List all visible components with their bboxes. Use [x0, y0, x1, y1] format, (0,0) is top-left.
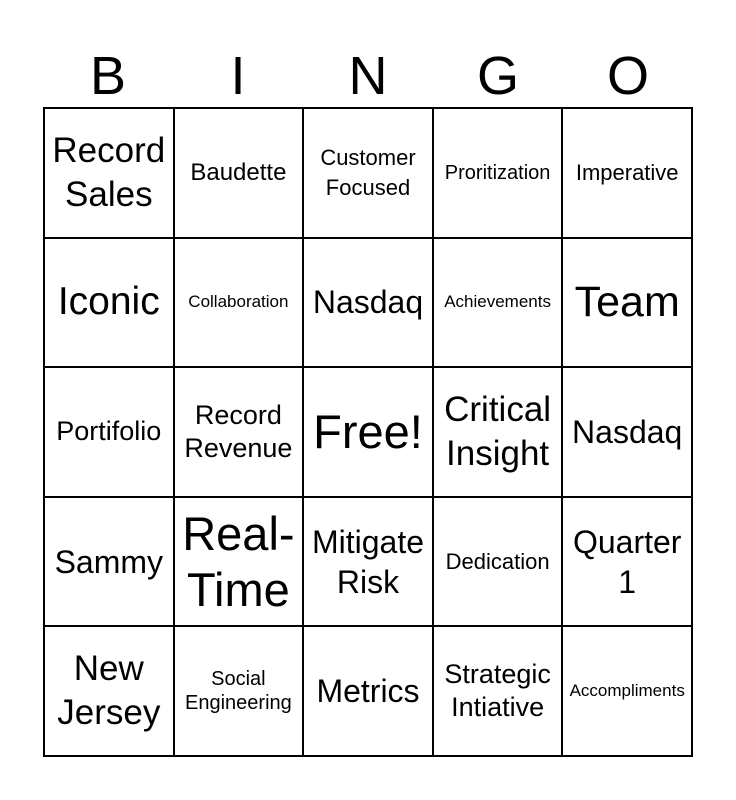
cell-text: Real-Time: [182, 506, 295, 616]
header-letter-i: I: [230, 46, 246, 106]
bingo-cell[interactable]: [563, 368, 693, 498]
cell-text: Strategic Intiative: [444, 659, 551, 723]
bingo-cell[interactable]: [304, 109, 434, 239]
cell-text: Proritization: [444, 161, 551, 184]
bingo-cell[interactable]: [304, 627, 434, 757]
bingo-cell[interactable]: [45, 109, 175, 239]
cell-text: Free!: [313, 404, 423, 458]
cell-text: Social Engineering: [185, 668, 292, 715]
bingo-cell[interactable]: [45, 498, 175, 628]
cell-text: Achievements: [444, 292, 551, 312]
cell-text: Team: [574, 278, 680, 327]
header-letter-o: O: [606, 46, 649, 106]
bingo-cell[interactable]: [434, 498, 564, 628]
bingo-cell[interactable]: [434, 239, 564, 369]
cell-text: Mitigate Risk: [311, 523, 425, 600]
bingo-cell[interactable]: [175, 627, 305, 757]
cell-text: Portifolio: [56, 416, 162, 447]
bingo-cell[interactable]: [175, 498, 305, 628]
cell-text: Nasdaq: [572, 413, 683, 450]
cell-text: Metrics: [316, 673, 420, 710]
bingo-cell[interactable]: [563, 498, 693, 628]
cell-text: Record Sales: [52, 130, 166, 214]
free-space[interactable]: [304, 368, 434, 498]
cell-text: Customer Focused: [320, 144, 416, 200]
cell-text: Collaboration: [188, 292, 289, 312]
cell-text: Imperative: [575, 159, 679, 185]
cell-text: Sammy: [54, 543, 164, 580]
cell-text: Nasdaq: [312, 284, 424, 321]
cell-text: Accompliments: [569, 681, 685, 701]
bingo-cell[interactable]: [45, 239, 175, 369]
bingo-cell[interactable]: [304, 239, 434, 369]
bingo-cell[interactable]: [175, 368, 305, 498]
header-letter-g: G: [476, 46, 519, 106]
header-letter-n: N: [348, 46, 388, 106]
bingo-cell[interactable]: [563, 239, 693, 369]
bingo-board: [43, 107, 693, 757]
cell-text: New Jersey: [57, 649, 161, 733]
bingo-header: [43, 44, 693, 108]
cell-text: Dedication: [445, 548, 550, 574]
bingo-cell[interactable]: [434, 368, 564, 498]
bingo-cell[interactable]: [434, 109, 564, 239]
cell-text: Quarter 1: [572, 523, 682, 600]
cell-text: Critical Insight: [444, 389, 552, 473]
bingo-cell[interactable]: [175, 239, 305, 369]
cell-text: Baudette: [190, 158, 287, 186]
bingo-cell[interactable]: [45, 627, 175, 757]
cell-text: Record Revenue: [184, 399, 293, 463]
bingo-cell[interactable]: [304, 498, 434, 628]
bingo-cell[interactable]: [434, 627, 564, 757]
bingo-cell[interactable]: [175, 109, 305, 239]
bingo-cell[interactable]: [563, 627, 693, 757]
cell-text: Iconic: [57, 280, 160, 324]
bingo-cell[interactable]: [45, 368, 175, 498]
bingo-cell[interactable]: [563, 109, 693, 239]
header-letter-b: B: [89, 46, 127, 106]
